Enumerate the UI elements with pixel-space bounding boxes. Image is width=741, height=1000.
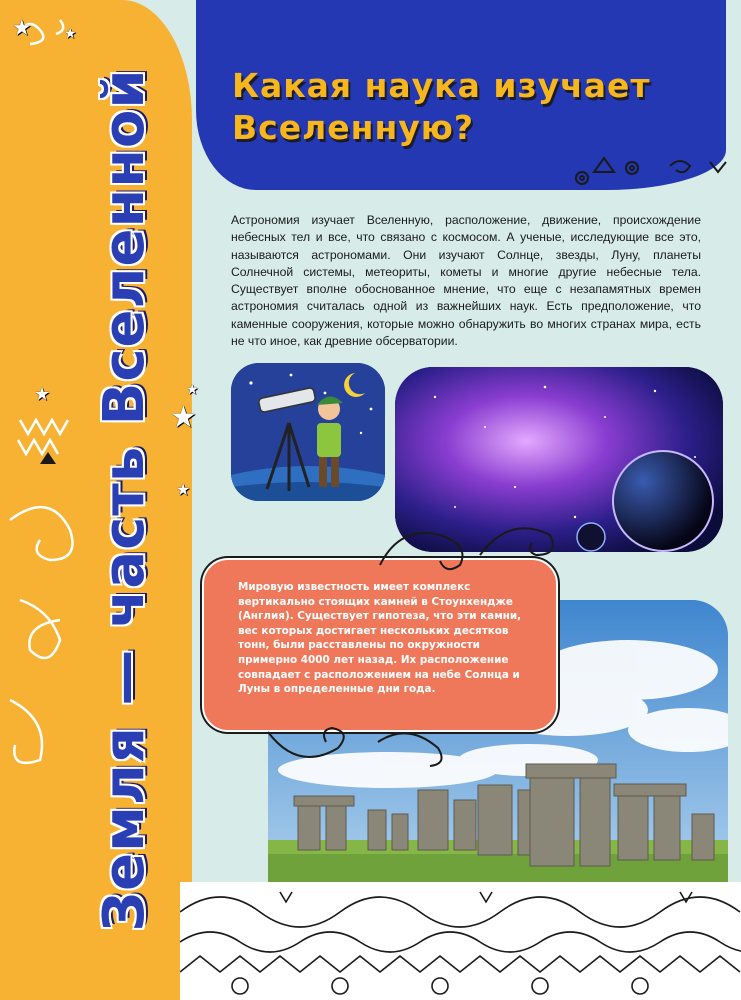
star-icon: ★: [12, 16, 32, 41]
title-line-1: Какая наука изучает: [232, 66, 651, 105]
star-icon: ★: [64, 26, 77, 42]
title-line-2: Вселенную?: [232, 108, 474, 147]
swirl-icon: [258, 712, 478, 772]
swirl-icon: [370, 505, 570, 575]
intro-paragraph: Астрономия изучает Вселенную, расположение, движение, происхождение небесных тел и все, что связано с космосом. А ученые, исследующие все это, называются астрономами. Они изучают Солнце, звезды, Луну, планеты Солнечной системы, метеориты, кометы и многие другие небесные тела. Существует вполне обоснованное мнение, что еще с незапамятных времен астрономия считалась одной из важнейших наук. Есть предположение, что каменные сооружения, которые можно обнаружить во многих странах мира, есть не что иное, как древние обсерватории.: [231, 213, 701, 349]
swirl-icon: [570, 148, 740, 198]
star-icon: ★: [186, 382, 199, 398]
swirl-icon: [0, 0, 200, 1000]
side-title: Земля — часть Вселенной: [92, 68, 157, 932]
fact-text: Мировую известность имеет комплекс вертикально стоящих камней в Стоунхендже (Англия). Существует гипотеза, что эти камни, вес которых достигает нескольких десятков тонн, были расставлены по окружности примерно 4000 лет назад. Их расположение совпадает с расположением на небе Солнца и Луны в определенные дни года.: [238, 581, 522, 696]
star-icon: ★: [170, 400, 197, 435]
page-title: [232, 65, 712, 149]
astronomer-illustration: [231, 363, 385, 501]
footer-doodle: [180, 882, 741, 1000]
star-icon: ★: [176, 480, 191, 499]
star-icon: ★: [34, 384, 51, 405]
